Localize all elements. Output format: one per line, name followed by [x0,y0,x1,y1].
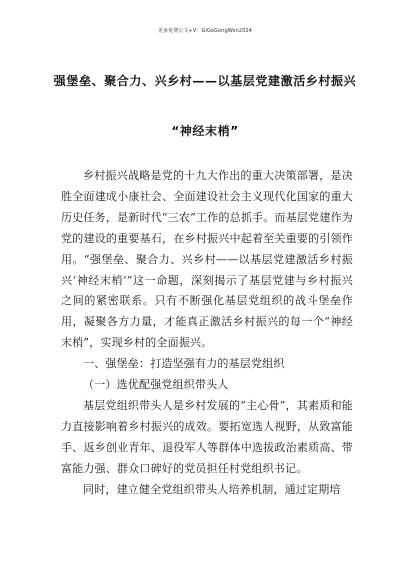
paragraph-intro: 乡村振兴战略是党的十九大作出的重大决策部署，是决胜全面建成小康社会、全面建设社会主义现代化国家的重大历史任务，是新时代“三农”工作的总抓手。而基层党建作为党的建设的重要基石，在乡村振兴中起着至关重要的引领作用。“强堡垒、聚合力、兴乡村——以基层党建激活乡村振兴‘神经末梢’”这一命题，深刻揭示了基层党建与乡村振兴之间的紧密联系。只有不断强化基层党组织的战斗堡垒作用，凝聚各方力量，才能真正激活乡村振兴的每一个“神经末梢”，实现乡村的全面振兴。 [61,169,353,350]
subsection-heading: （一）选优配强党组织带头人 [83,378,229,392]
document-subtitle: “神经末梢” [171,124,239,138]
header-note: 更多免费公文+V：GiGoGongWen2024 [157,28,253,34]
paragraph-body: 基层党组织带头人是乡村发展的“主心骨”，其素质和能力直接影响着乡村振兴的成效。要拓宽选人视野，从致富能手、返乡创业青年、退役军人等群体中选拔政治素质高、带富能力强、群众口碑好的党员担任村党组织书记。 [61,398,353,475]
document-body [61,166,353,501]
paragraph-body-continued: 同时，建立健全党组织带头人培养机制，通过定期培 [83,482,341,496]
document-title: 强堡垒、聚合力、兴乡村——以基层党建激活乡村振兴 [53,74,357,88]
section-heading: 一、强堡垒：打造坚强有力的基层党组织 [83,357,285,371]
